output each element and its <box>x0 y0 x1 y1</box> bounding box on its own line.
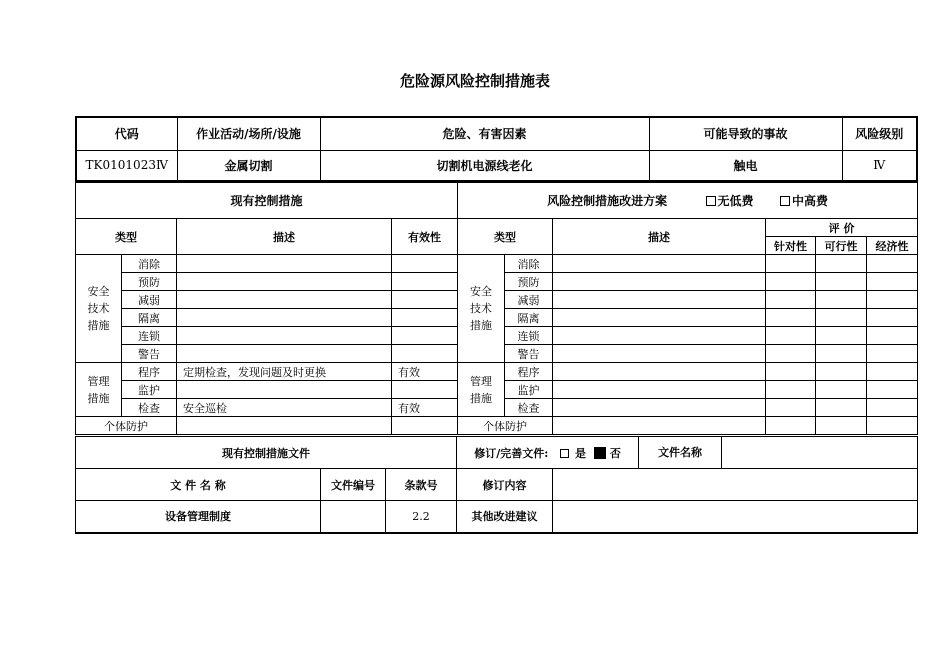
revise-label: 修订/完善文件: <box>474 446 549 460</box>
eval-feasible-cell[interactable] <box>816 417 867 435</box>
existing-effect-cell[interactable] <box>392 255 458 273</box>
files-section-title: 现有控制措施文件 <box>76 437 457 469</box>
control-files-table <box>75 436 918 534</box>
improve-desc-header: 描述 <box>553 219 766 255</box>
eval-feasible-header: 可行性 <box>816 237 867 255</box>
existing-sub-type: 预防 <box>122 273 177 291</box>
existing-effect-cell[interactable]: 有效 <box>392 363 458 381</box>
improve-desc-cell[interactable] <box>553 327 766 345</box>
existing-sub-type: 程序 <box>122 363 177 381</box>
control-measures-table <box>75 182 918 435</box>
other-suggestion-label: 其他改进建议 <box>457 501 553 533</box>
eval-economy-cell[interactable] <box>867 363 918 381</box>
improve-ppe-desc[interactable] <box>553 417 766 435</box>
table-row <box>76 417 918 435</box>
existing-desc-cell[interactable] <box>177 309 392 327</box>
improve-plan-title: 风险控制措施改进方案 <box>547 194 668 208</box>
improve-sub-type: 程序 <box>505 363 553 381</box>
activity-value: 金属切割 <box>177 150 320 181</box>
improve-type-header: 类型 <box>458 219 553 255</box>
existing-effect-cell[interactable] <box>392 327 458 345</box>
improve-ppe-label: 个体防护 <box>458 417 553 435</box>
existing-desc-cell[interactable]: 定期检查，发现问题及时更换 <box>177 363 392 381</box>
table-row <box>76 255 918 273</box>
hazard-value: 切割机电源线老化 <box>320 150 649 181</box>
improve-plan-header <box>458 183 918 219</box>
existing-effect-cell[interactable] <box>392 345 458 363</box>
improve-group-mgmt: 管理措施 <box>458 363 505 417</box>
improve-sub-type: 检查 <box>505 399 553 417</box>
existing-effect-cell[interactable] <box>392 291 458 309</box>
low-cost-label: 无低费 <box>717 194 754 208</box>
existing-sub-type: 检查 <box>122 399 177 417</box>
accident-value: 触电 <box>649 150 842 181</box>
eval-feasible-cell[interactable] <box>816 327 867 345</box>
eval-economy-cell[interactable] <box>867 417 918 435</box>
existing-measures-title: 现有控制措施 <box>76 183 458 219</box>
doc-number-value <box>321 501 386 533</box>
improve-desc-cell[interactable] <box>553 273 766 291</box>
eval-economy-cell[interactable] <box>867 255 918 273</box>
improve-sub-type: 减弱 <box>505 291 553 309</box>
existing-ppe-effect[interactable] <box>392 417 458 435</box>
existing-ppe-desc[interactable] <box>177 417 392 435</box>
existing-effect-cell[interactable] <box>392 309 458 327</box>
existing-desc-cell[interactable]: 安全巡检 <box>177 399 392 417</box>
col-accident-header: 可能导致的事故 <box>649 117 842 150</box>
improve-sub-type: 监护 <box>505 381 553 399</box>
doc-number-header: 文件编号 <box>321 469 386 501</box>
eval-economy-header: 经济性 <box>867 237 918 255</box>
eval-feasible-cell[interactable] <box>816 255 867 273</box>
improve-desc-cell[interactable] <box>553 345 766 363</box>
hazard-code: TK0101023Ⅳ <box>76 150 177 181</box>
col-level-header: 风险级别 <box>842 117 917 150</box>
eval-economy-cell[interactable] <box>867 345 918 363</box>
existing-sub-type: 消除 <box>122 255 177 273</box>
eval-feasible-cell[interactable] <box>816 363 867 381</box>
existing-type-header: 类型 <box>76 219 177 255</box>
low-cost-option[interactable] <box>706 194 754 208</box>
no-label: 否 <box>609 446 621 460</box>
existing-effect-cell[interactable] <box>392 273 458 291</box>
existing-effect-cell[interactable]: 有效 <box>392 399 458 417</box>
eval-feasible-cell[interactable] <box>816 345 867 363</box>
eval-target-cell[interactable] <box>766 309 816 327</box>
checkbox-icon <box>780 196 790 206</box>
existing-sub-type: 监护 <box>122 381 177 399</box>
existing-sub-type: 隔离 <box>122 309 177 327</box>
eval-economy-cell[interactable] <box>867 309 918 327</box>
improve-sub-type: 连锁 <box>505 327 553 345</box>
existing-group-safety: 安全技术措施 <box>76 255 122 363</box>
eval-feasible-cell[interactable] <box>816 273 867 291</box>
improve-desc-cell[interactable] <box>553 309 766 327</box>
improve-sub-type: 预防 <box>505 273 553 291</box>
doc-name-value: 设备管理制度 <box>76 501 321 533</box>
eval-feasible-cell[interactable] <box>816 309 867 327</box>
eval-header: 评 价 <box>766 219 918 237</box>
existing-sub-type: 减弱 <box>122 291 177 309</box>
improve-group-safety: 安全技术措施 <box>458 255 505 363</box>
existing-effect-cell[interactable] <box>392 381 458 399</box>
eval-economy-cell[interactable] <box>867 273 918 291</box>
existing-desc-cell[interactable] <box>177 345 392 363</box>
no-checkbox-checked-icon[interactable] <box>594 447 606 459</box>
eval-economy-cell[interactable] <box>867 381 918 399</box>
eval-target-cell[interactable] <box>766 273 816 291</box>
existing-effect-header: 有效性 <box>392 219 458 255</box>
existing-desc-cell[interactable] <box>177 273 392 291</box>
existing-desc-cell[interactable] <box>177 327 392 345</box>
eval-target-cell[interactable] <box>766 255 816 273</box>
existing-desc-cell[interactable] <box>177 291 392 309</box>
improve-sub-type: 隔离 <box>505 309 553 327</box>
improve-desc-cell[interactable] <box>553 363 766 381</box>
existing-desc-header: 描述 <box>177 219 392 255</box>
existing-sub-type: 警告 <box>122 345 177 363</box>
eval-feasible-cell[interactable] <box>816 399 867 417</box>
col-code-header: 代码 <box>76 117 177 150</box>
col-activity-header: 作业活动/场所/设施 <box>177 117 320 150</box>
doc-name-header: 文 件 名 称 <box>76 469 321 501</box>
eval-feasible-cell[interactable] <box>816 291 867 309</box>
existing-desc-cell[interactable] <box>177 381 392 399</box>
eval-target-cell[interactable] <box>766 417 816 435</box>
revise-content-cell[interactable] <box>553 469 918 501</box>
eval-target-cell[interactable] <box>766 291 816 309</box>
checkbox-icon <box>706 196 716 206</box>
eval-target-cell[interactable] <box>766 345 816 363</box>
revise-content-header: 修订内容 <box>457 469 553 501</box>
other-suggestion-cell[interactable] <box>553 501 918 533</box>
yes-checkbox-icon[interactable] <box>560 449 569 458</box>
eval-target-cell[interactable] <box>766 381 816 399</box>
page-title: 危险源风险控制措施表 <box>399 72 550 90</box>
eval-target-header: 针对性 <box>766 237 816 255</box>
level-value: Ⅳ <box>842 150 917 181</box>
eval-economy-cell[interactable] <box>867 399 918 417</box>
eval-feasible-cell[interactable] <box>816 381 867 399</box>
eval-target-cell[interactable] <box>766 327 816 345</box>
eval-economy-cell[interactable] <box>867 291 918 309</box>
eval-target-cell[interactable] <box>766 363 816 381</box>
eval-target-cell[interactable] <box>766 399 816 417</box>
improve-desc-cell[interactable] <box>553 255 766 273</box>
improve-desc-cell[interactable] <box>553 381 766 399</box>
existing-group-mgmt: 管理措施 <box>76 363 122 417</box>
improve-desc-cell[interactable] <box>553 291 766 309</box>
yes-label: 是 <box>575 446 586 460</box>
table-row <box>76 363 918 381</box>
improve-desc-cell[interactable] <box>553 399 766 417</box>
high-cost-option[interactable] <box>780 194 828 208</box>
existing-sub-type: 连锁 <box>122 327 177 345</box>
eval-economy-cell[interactable] <box>867 327 918 345</box>
doc-clause-header: 条款号 <box>386 469 457 501</box>
doc-clause-value: 2.2 <box>386 501 457 533</box>
existing-desc-cell[interactable] <box>177 255 392 273</box>
existing-ppe-label: 个体防护 <box>76 417 177 435</box>
improve-sub-type: 消除 <box>505 255 553 273</box>
col-hazard-header: 危险、有害因素 <box>320 117 649 150</box>
improve-sub-type: 警告 <box>505 345 553 363</box>
file-name-label: 文件名称 <box>639 437 722 468</box>
revise-file-field <box>457 437 639 469</box>
high-cost-label: 中高费 <box>791 194 828 208</box>
file-name-field <box>639 437 918 469</box>
hazard-info-table <box>75 116 918 182</box>
